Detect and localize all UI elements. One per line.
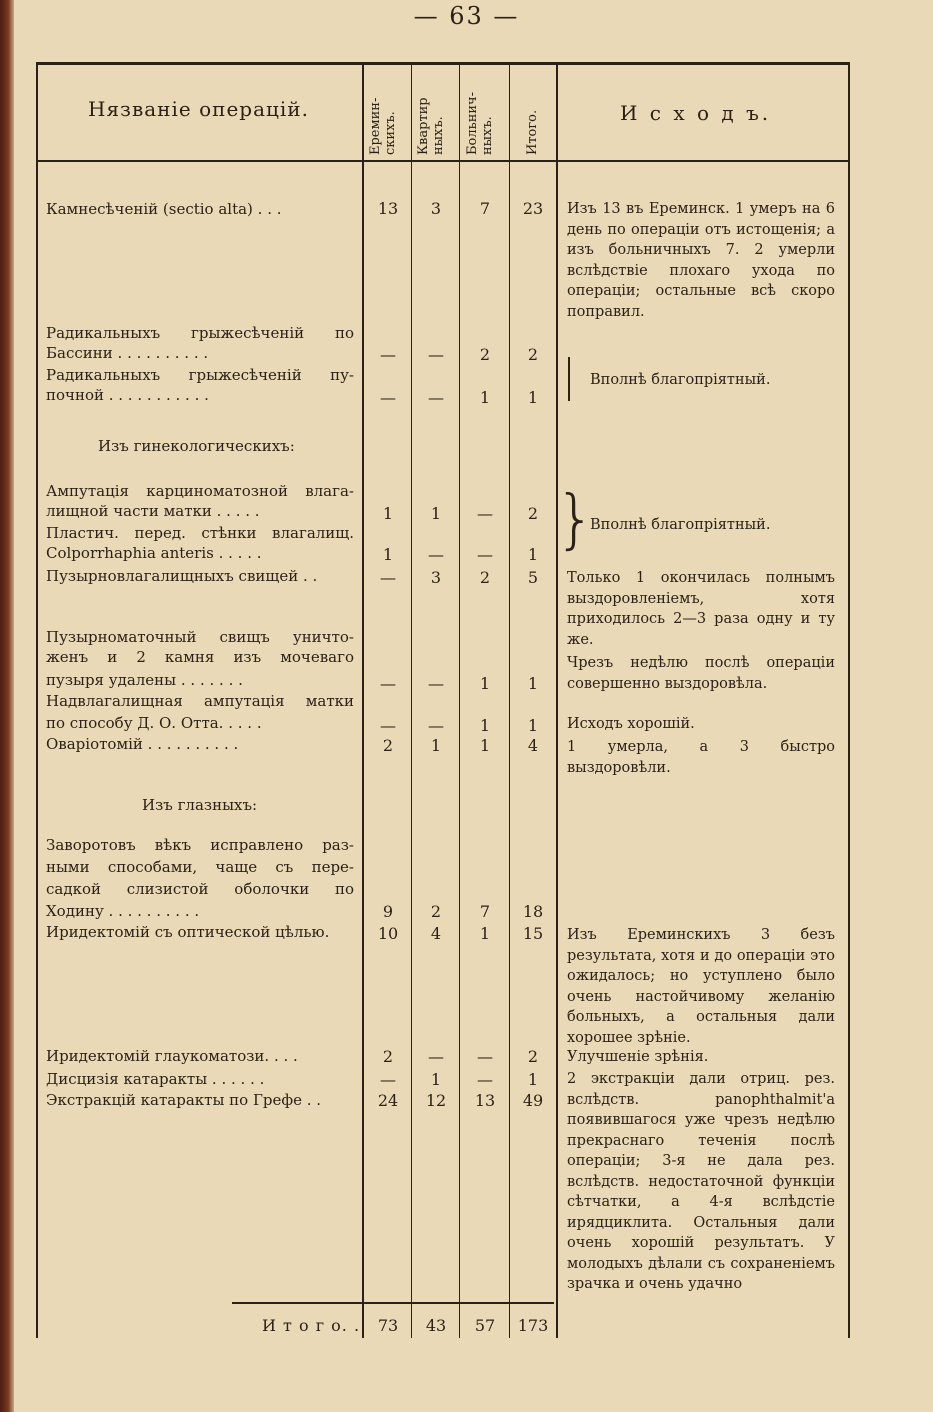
- cell-hospital: 7: [479, 902, 491, 921]
- col-rule-5: [556, 62, 558, 1338]
- cell-hospital: —: [477, 504, 493, 523]
- cell-eremin: 13: [377, 199, 399, 218]
- row-name: Заворотовъ вѣкъ исправлено раз-: [46, 836, 354, 854]
- cell-eremin: 10: [377, 924, 399, 943]
- row-name-cont: женъ и 2 камня изъ мочеваго: [46, 648, 354, 666]
- header-col-total: Итого.: [525, 109, 540, 155]
- cell-hospital: 2: [479, 568, 491, 587]
- header-col-eremin: Еремин- скихъ.: [368, 97, 398, 155]
- cell-hospital: —: [477, 545, 493, 564]
- row-name-cont: Ходину . . . . . . . . . .: [46, 902, 200, 920]
- cell-hospital: 1: [479, 924, 491, 943]
- cell-total: 1: [527, 674, 539, 693]
- col-rule-4: [509, 62, 510, 1338]
- col-rule-3: [459, 62, 460, 1338]
- cell-private: —: [428, 345, 444, 364]
- row-name: Пузырноматочный свищъ уничто-: [46, 628, 354, 646]
- cell-private: —: [428, 674, 444, 693]
- row-name: Радикальныхъ грыжесѣченій по: [46, 324, 354, 342]
- row-name-cont: Бассини . . . . . . . . . .: [46, 344, 209, 362]
- brace-icon: }: [555, 483, 596, 557]
- cell-hospital: 2: [479, 345, 491, 364]
- cell-hospital: —: [477, 1047, 493, 1066]
- cell-eremin: —: [380, 345, 396, 364]
- top-rule: [36, 62, 850, 65]
- cell-private: —: [428, 388, 444, 407]
- outcome-text: Чрезъ недѣлю послѣ операціи совершенно выздоровѣла.: [567, 655, 835, 692]
- cell-total: 18: [522, 902, 544, 921]
- row-name-cont: садкой слизистой оболочки по: [46, 880, 354, 898]
- cell-hospital: 13: [474, 1091, 496, 1110]
- col-rule-2: [411, 62, 412, 1338]
- cell-total: 4: [527, 736, 539, 755]
- row-name-cont: почной . . . . . . . . . . .: [46, 386, 209, 404]
- section-heading-gynecology: Изъ гинекологическихъ:: [98, 437, 295, 455]
- row-name-cont: ными способами, чаще съ пере-: [46, 858, 354, 876]
- cell-total: 23: [522, 199, 544, 218]
- sum-rule: [232, 1302, 554, 1304]
- total-sum: 173: [517, 1316, 549, 1335]
- cell-eremin: —: [380, 674, 396, 693]
- cell-private: 12: [425, 1091, 447, 1110]
- frame-right: [848, 62, 850, 1338]
- cell-total: 5: [527, 568, 539, 587]
- cell-total: 2: [527, 1047, 539, 1066]
- cell-total: 1: [527, 1070, 539, 1089]
- cell-hospital: 7: [479, 199, 491, 218]
- cell-private: 3: [430, 199, 442, 218]
- cell-eremin: 1: [382, 545, 394, 564]
- row-name-cont: лищной части матки . . . . .: [46, 502, 260, 520]
- cell-total: 1: [527, 388, 539, 407]
- row-name: Пластич. перед. стѣнки влагалищ.: [46, 524, 354, 542]
- outcome-text: Вполнѣ благопріятный.: [590, 372, 771, 388]
- total-eremin: 73: [377, 1316, 399, 1335]
- cell-hospital: —: [477, 1070, 493, 1089]
- outcome-text: Изъ Ереминскихъ 3 безъ результата, хотя и до операціи это ожидалось; но уступлено было очень настойчивому желанію больныхъ, а остальныя дали хорошее зрѣніе.: [567, 927, 835, 1046]
- cell-total: 49: [522, 1091, 544, 1110]
- total-hospital: 57: [474, 1316, 496, 1335]
- cell-total: 2: [527, 345, 539, 364]
- section-heading-ophthalmic: Изъ глазныхъ:: [142, 796, 258, 814]
- cell-private: 1: [430, 736, 442, 755]
- header-outcome: И с х о д ъ.: [620, 101, 772, 125]
- cell-private: —: [428, 1047, 444, 1066]
- cell-total: 2: [527, 504, 539, 523]
- outcome-text: Изъ 13 въ Ереминск. 1 умеръ на 6 день по операціи отъ истощенія; а изъ больничныхъ 7. 2 умерли вслѣдствіе плохаго ухода по операціи; остальные всѣ скоро поправил.: [567, 201, 835, 320]
- bracket-line: [568, 357, 570, 401]
- frame-left: [36, 62, 38, 1338]
- cell-private: 1: [430, 504, 442, 523]
- row-name-cont: пузыря удалены . . . . . . .: [46, 671, 243, 689]
- outcome-text: Только 1 окончилась полнымъ выздоровленіемъ, хотя приходилось 2—3 раза одну и ту же.: [567, 570, 835, 648]
- row-name: Пузырновлагалищныхъ свищей . .: [46, 567, 318, 585]
- row-name: Камнесѣченій (sectio alta) . . .: [46, 200, 282, 218]
- page-number: — 63 —: [413, 2, 520, 30]
- cell-eremin: 24: [377, 1091, 399, 1110]
- total-private: 43: [425, 1316, 447, 1335]
- cell-eremin: 2: [382, 1047, 394, 1066]
- row-name: Иридектомій съ оптической цѣлью.: [46, 923, 330, 941]
- totals-label: И т о г о. .: [262, 1316, 361, 1335]
- cell-eremin: —: [380, 716, 396, 735]
- outcome-text: 1 умерла, а 3 быстро выздоровѣли.: [567, 739, 835, 776]
- header-rule: [36, 160, 850, 162]
- col-rule-1: [362, 62, 364, 1338]
- outcome-text: 2 экстракціи дали отриц. рез. вслѣдств. panophthalmit'а появившагося уже чрезъ недѣлю прекраснаго теченія послѣ операціи; 3-я не дала рез. вслѣдств. недостаточной функціи сѣтчатки, а 4-я вслѣдстіе ирядциклита. Остальныя дали очень хорошій результатъ. У молодыхъ дѣлали съ сохраненіемъ зрачка и очень удачно: [567, 1071, 835, 1292]
- cell-eremin: —: [380, 568, 396, 587]
- cell-hospital: 1: [479, 736, 491, 755]
- cell-eremin: —: [380, 388, 396, 407]
- cell-eremin: —: [380, 1070, 396, 1089]
- row-name: Иридектомій глаукоматози. . . .: [46, 1047, 298, 1065]
- cell-total: 1: [527, 716, 539, 735]
- row-name: Ампутація карциноматозной влага-: [46, 482, 354, 500]
- row-name: Радикальныхъ грыжесѣченій пу-: [46, 366, 354, 384]
- cell-total: 1: [527, 545, 539, 564]
- outcome-text: Вполнѣ благопріятный.: [590, 517, 771, 533]
- cell-hospital: 1: [479, 716, 491, 735]
- cell-private: —: [428, 545, 444, 564]
- cell-total: 15: [522, 924, 544, 943]
- outcome-text: Исходъ хорошій.: [567, 716, 695, 732]
- cell-private: 4: [430, 924, 442, 943]
- cell-hospital: 1: [479, 388, 491, 407]
- cell-private: 1: [430, 1070, 442, 1089]
- header-operation: Нязваніе операцій.: [88, 97, 309, 121]
- row-name: Надвлагалищная ампутація матки: [46, 692, 354, 710]
- row-name-cont: Colporrhaphia anteris . . . . .: [46, 544, 262, 562]
- book-spine: [0, 0, 14, 1412]
- cell-eremin: 9: [382, 902, 394, 921]
- cell-private: 3: [430, 568, 442, 587]
- outcome-text: Улучшеніе зрѣнія.: [567, 1049, 709, 1065]
- cell-hospital: 1: [479, 674, 491, 693]
- row-name: Оваріотомій . . . . . . . . . .: [46, 735, 239, 753]
- cell-eremin: 1: [382, 504, 394, 523]
- cell-eremin: 2: [382, 736, 394, 755]
- row-name: Экстракцій катаракты по Грефе . .: [46, 1091, 322, 1109]
- row-name-cont: по способу Д. О. Отта. . . . .: [46, 714, 262, 732]
- cell-private: —: [428, 716, 444, 735]
- header-col-hospital: Больнич- ныхъ.: [465, 91, 495, 155]
- header-col-private: Квартир ныхъ.: [416, 97, 446, 155]
- cell-private: 2: [430, 902, 442, 921]
- row-name: Дисцизія катаракты . . . . . .: [46, 1070, 265, 1088]
